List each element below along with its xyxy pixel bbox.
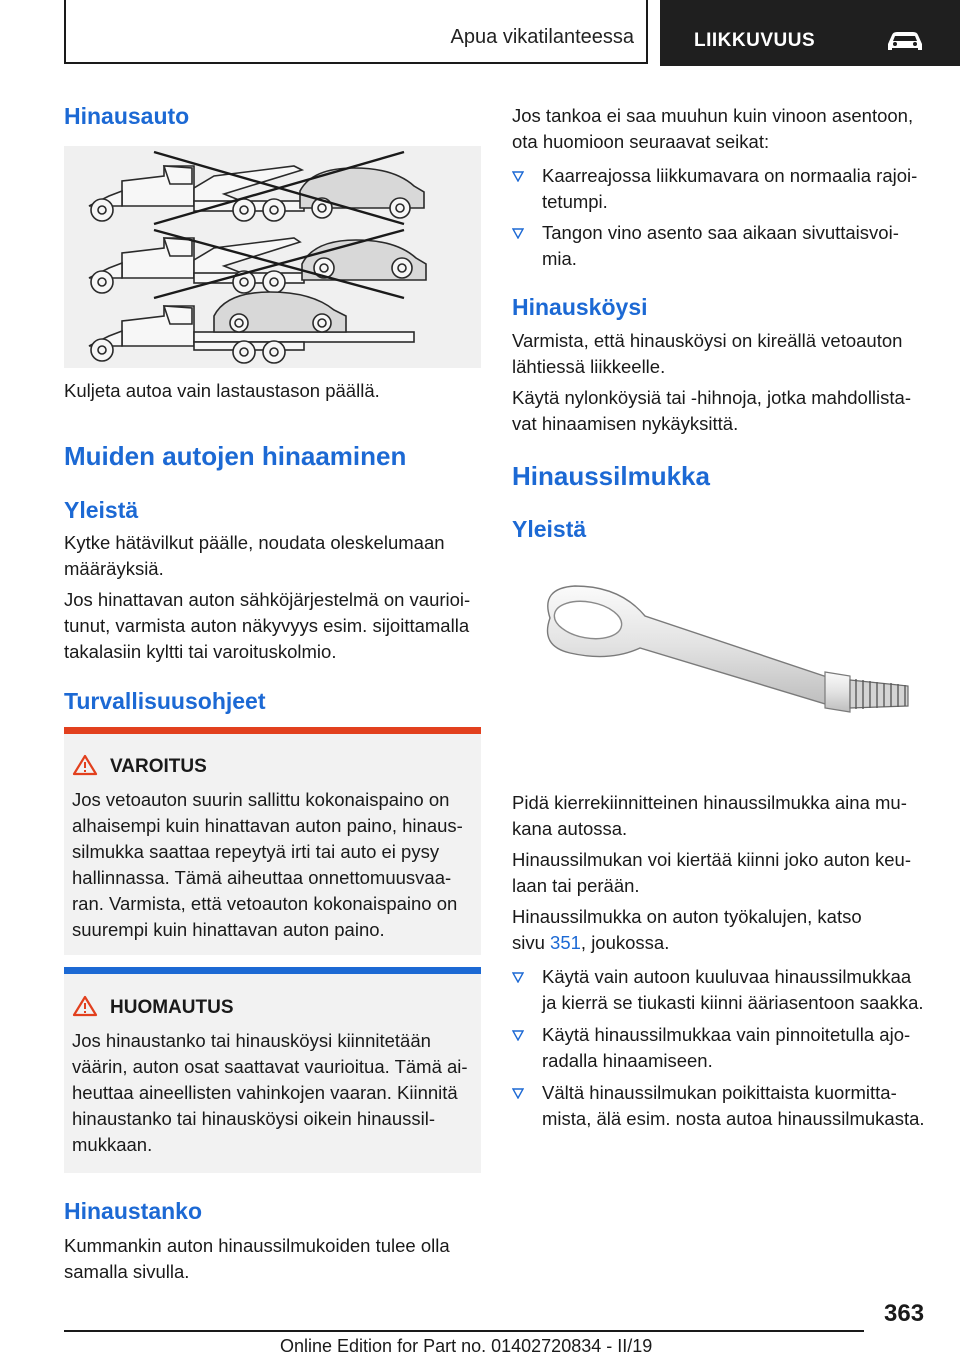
heading-hinauskoysi: Hinausköysi bbox=[512, 294, 648, 320]
heading-turvallisuusohjeet: Turvallisuusohjeet bbox=[64, 688, 266, 714]
car-icon bbox=[884, 28, 926, 54]
caution-triangle-icon bbox=[72, 995, 98, 1017]
paragraph-koysi-2: Käytä nylonköysiä tai -hihnoja, jotka mahdollista‐ vat hinaamisen nykäyksittä. bbox=[512, 387, 911, 434]
header-chapter-tab bbox=[660, 0, 960, 66]
footer-edition: Online Edition for Part no. 01402720834 - II/19 bbox=[280, 1336, 653, 1356]
towing-eye-illustration bbox=[520, 578, 920, 728]
paragraph-yleista-2: Jos hinattavan auton sähköjärjestelmä on vaurioi‐ tunut, varmista auton näkyvyys esim. sijoittamalla takalasiin kyltti tai varoituskolmio. bbox=[64, 589, 471, 662]
caption-tow: Kuljeta autoa vain lastaustason päällä. bbox=[64, 380, 380, 401]
notice-box bbox=[64, 967, 481, 1173]
list-item: Kaarreajossa liikkumavara on normaalia rajoi‐ tetumpi. bbox=[512, 163, 932, 215]
list-item: Käytä hinaussilmukkaa vain pinnoitetulla ajo‐ radalla hinaamiseen. bbox=[512, 1022, 932, 1074]
paragraph-tyokalu: Hinaussilmukka on auton työkalujen, katso sivu 351, joukossa. bbox=[512, 906, 862, 953]
list-item: Vältä hinaussilmukan poikittaista kuormitta‐ mista, älä esim. nosta autoa hinaussilmukasta. bbox=[512, 1080, 932, 1132]
list-item: Käytä vain autoon kuuluvaa hinaussilmukkaa ja kierrä se tiukasti kiinni ääriasentoon saakka. bbox=[512, 964, 932, 1016]
header-frame bbox=[64, 0, 648, 64]
warning-title: VAROITUS bbox=[110, 756, 207, 777]
notice-title: HUOMAUTUS bbox=[110, 997, 234, 1018]
page-number: 363 bbox=[884, 1300, 925, 1327]
header-chapter-label: LIIKKUVUUS bbox=[694, 30, 816, 51]
notice-text: Jos hinaustanko tai hinausköysi kiinnitetään väärin, auton osat saattavat vaurioitua. Tämä ai‐ heuttaa aineellisten vahinkojen vaaran. Kiinnitä hinaustanko tai hinausköysi oikein hinaussil‐ mukkaan. bbox=[72, 1030, 468, 1155]
notice-bar bbox=[64, 967, 481, 974]
bullet-triangle-icon bbox=[512, 227, 524, 239]
heading-hinausauto: Hinausauto bbox=[64, 103, 190, 129]
paragraph-voi: Hinaussilmukan voi kiertää kiinni joko auton keu‐ laan tai perään. bbox=[512, 849, 911, 896]
bullet-triangle-icon bbox=[512, 1087, 524, 1099]
heading-yleista-2: Yleistä bbox=[512, 516, 587, 542]
heading-muiden-autojen: Muiden autojen hinaaminen bbox=[64, 441, 407, 471]
heading-yleista: Yleistä bbox=[64, 497, 139, 523]
paragraph-tankoa-vinoon: Jos tankoa ei saa muuhun kuin vinoon asentoon, ota huomioon seuraavat seikat: bbox=[512, 105, 914, 152]
warning-text: Jos vetoauton suurin sallittu kokonaispaino on alhaisempi kuin hinattavan auton paino, hinaus‐ silmukka saattaa repeytyä irti tai auto ei pysy hallinnassa. Tämä aiheuttaa onnettomuusvaa‐ ran. Varmista, että vetoauton kokonaispaino on suurempi kuin hinattavan auton paino. bbox=[72, 789, 463, 940]
warning-triangle-icon bbox=[72, 754, 98, 776]
footer-divider bbox=[64, 1330, 864, 1332]
paragraph-yleista-1: Kytke hätävilkut päälle, noudata oleskelumaan määräyksiä. bbox=[64, 532, 445, 579]
paragraph-hinaustanko: Kummankin auton hinaussilmukoiden tulee olla samalla sivulla. bbox=[64, 1235, 450, 1282]
bullet-triangle-icon bbox=[512, 1029, 524, 1041]
tow-truck-illustration bbox=[64, 146, 481, 368]
warning-bar bbox=[64, 727, 481, 734]
bullet-triangle-icon bbox=[512, 971, 524, 983]
page-link-351[interactable]: 351 bbox=[550, 932, 581, 953]
header-section-title: Apua vikatilanteessa bbox=[450, 26, 634, 48]
bullet-triangle-icon bbox=[512, 170, 524, 182]
paragraph-koysi-1: Varmista, että hinausköysi on kireällä vetoauton lähtiessä liikkeelle. bbox=[512, 330, 903, 377]
list-item: Tangon vino asento saa aikaan sivuttaisvoi‐ mia. bbox=[512, 220, 932, 272]
heading-hinaustanko: Hinaustanko bbox=[64, 1198, 203, 1224]
paragraph-pida: Pidä kierrekiinnitteinen hinaussilmukka aina mu‐ kana autossa. bbox=[512, 792, 907, 839]
warning-box bbox=[64, 727, 481, 955]
heading-hinaussilmukka: Hinaussilmukka bbox=[512, 461, 710, 491]
